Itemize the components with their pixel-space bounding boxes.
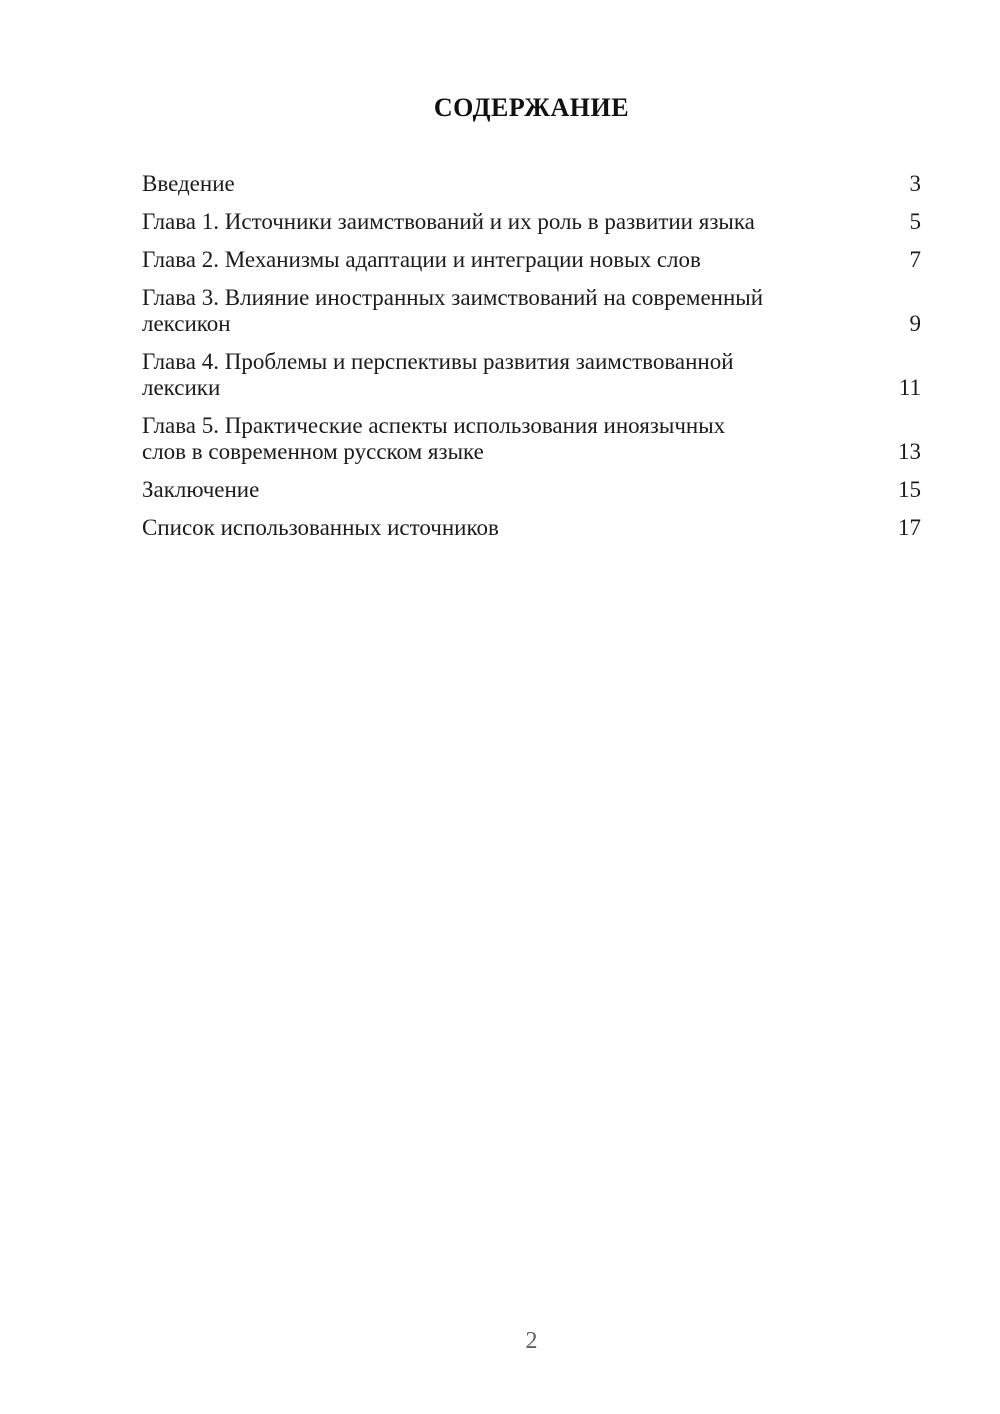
footer-page-number: 2 — [525, 1328, 538, 1354]
toc-entry-title: Глава 5. Практические аспекты использования иноязычных слов в современном русском языке — [142, 413, 726, 464]
toc-entry-chapter-3 — [142, 285, 921, 337]
toc-entry-page-number: 17 — [898, 515, 921, 540]
table-of-contents — [142, 171, 921, 541]
toc-entry-page-number: 13 — [898, 439, 921, 464]
toc-entry-conclusion — [142, 477, 921, 503]
toc-entry-page-number: 5 — [909, 209, 921, 234]
toc-entry-page-number: 7 — [909, 247, 921, 272]
toc-entry-chapter-5 — [142, 413, 921, 465]
content-column — [142, 92, 921, 553]
toc-entry-page-number: 15 — [898, 477, 921, 502]
toc-entry-title: Глава 4. Проблемы и перспективы развития заимствованной лексики — [142, 349, 734, 400]
toc-entry-title: Глава 2. Механизмы адаптации и интеграции новых слов — [142, 247, 701, 272]
toc-entry-title: Глава 3. Влияние иностранных заимствований на современный лексикон — [142, 285, 764, 336]
toc-entry-chapter-4 — [142, 349, 921, 401]
toc-entry-title: Глава 1. Источники заимствований и их роль в развитии языка — [142, 209, 755, 234]
toc-entry-introduction — [142, 171, 921, 197]
toc-entry-title: Введение — [142, 171, 235, 196]
toc-entry-references — [142, 515, 921, 541]
toc-entry-page-number: 11 — [898, 375, 921, 400]
toc-entry-title: Список использованных источников — [142, 515, 499, 540]
toc-entry-chapter-1 — [142, 209, 921, 235]
toc-entry-page-number: 9 — [909, 311, 921, 336]
toc-entry-chapter-2 — [142, 247, 921, 273]
toc-entry-page-number: 3 — [909, 171, 921, 196]
page-title: СОДЕРЖАНИЕ — [433, 93, 630, 122]
toc-entry-title: Заключение — [142, 477, 260, 502]
